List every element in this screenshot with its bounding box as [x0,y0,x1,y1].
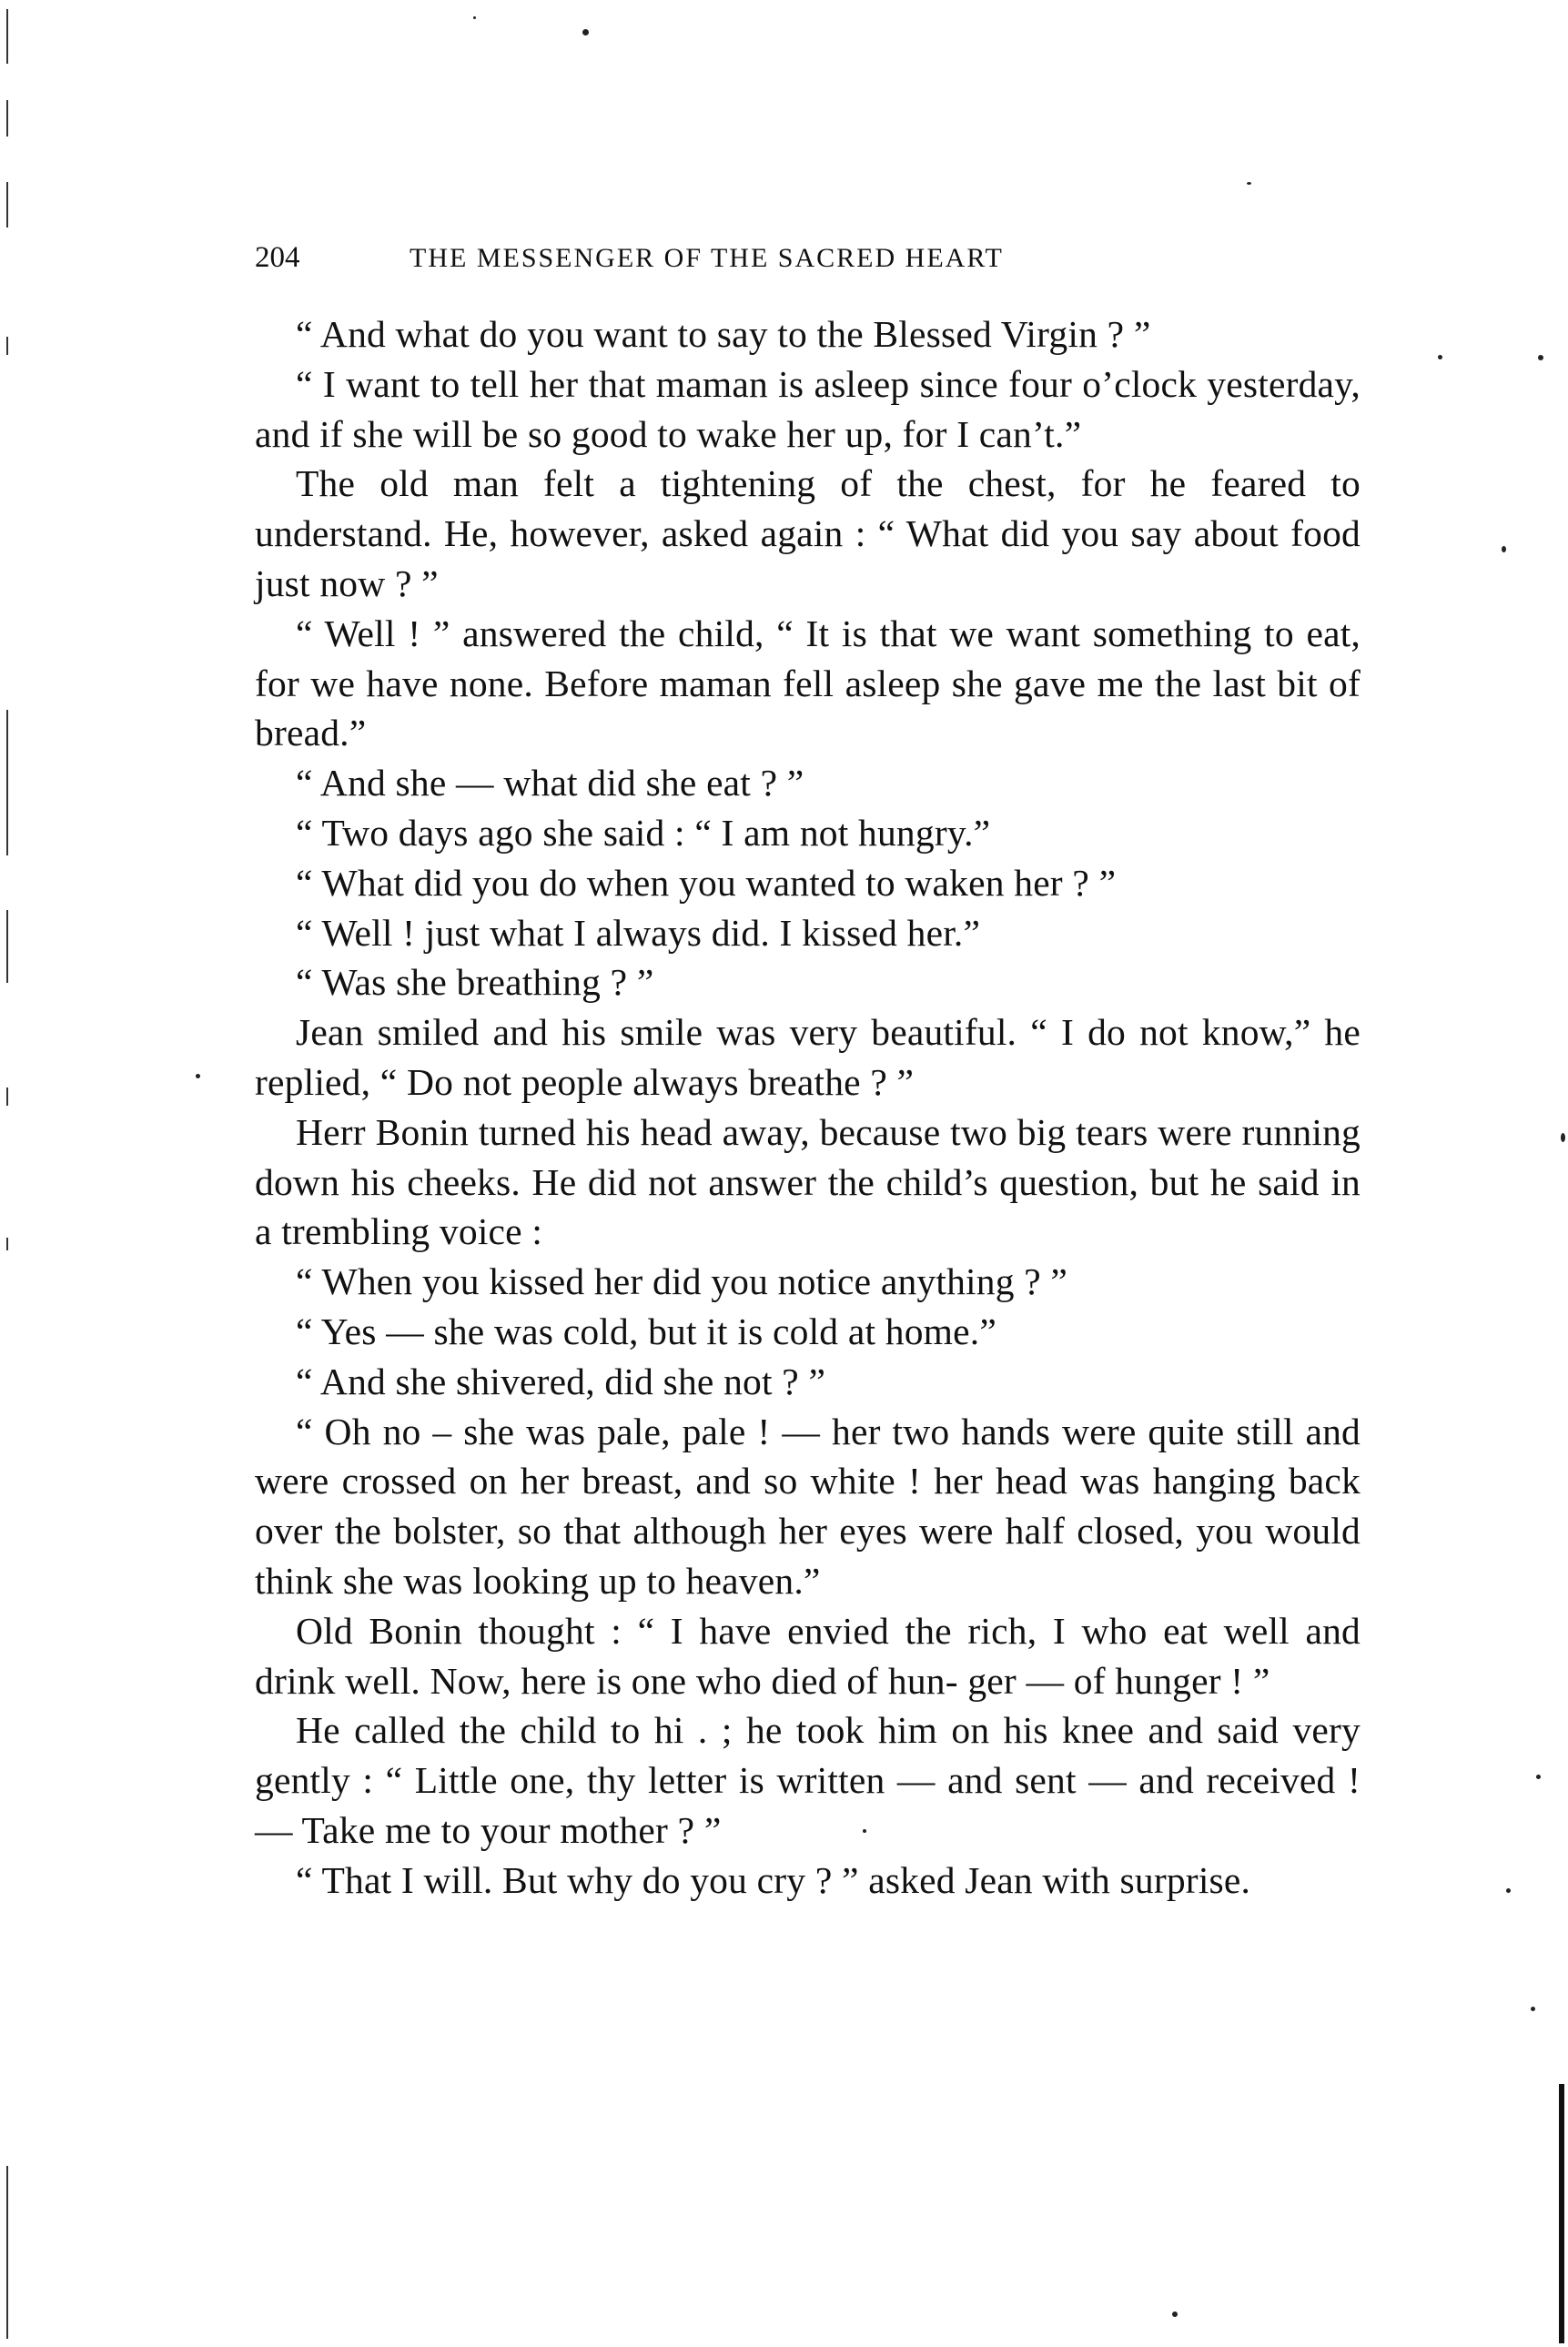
scan-speck [196,1074,200,1078]
paragraph: “ Well ! ” answered the child, “ It is that we want something to eat, for we have none. Before maman fell asleep she gave me the last bit of bread.” [255,612,1361,754]
paragraph: He called the child to hi . ; he took him on his knee and said very gently : “ Little one, thy letter is written — and sent — and received ! — Take me to your mother ? ” [255,1709,1361,1851]
running-title: THE MESSENGER OF THE SACRED HEART [410,243,1004,273]
paragraph: “ And she — what did she eat ? ” [296,762,804,804]
scan-speck [1247,182,1251,185]
paragraph: “ Oh no – she was pale, pale ! — her two hands were quite still and were crossed on her breast, and so white ! her head was hanging back over the bolster, so that although her eyes were half closed, you would think she was looking up to heaven.” [255,1410,1361,1602]
scan-speck [582,29,589,35]
paragraph: “ What did you do when you wanted to waken her ? ” [296,861,1117,904]
paragraph: Old Bonin thought : “ I have envied the rich, I who eat well and drink well. Now, here is one who died of hun- ger — of hunger ! ” [255,1609,1361,1702]
paragraph: “ Two days ago she said : “ I am not hungry.” [296,811,991,854]
scan-speck [1506,1888,1511,1893]
running-head [255,235,1256,280]
scan-speck [1172,2312,1178,2317]
left-edge-mark [6,182,8,228]
scan-speck [863,1829,866,1833]
paragraph: “ And what do you want to say to the Blessed Virgin ? ” [296,313,1151,355]
left-edge-mark [6,2166,8,2339]
scan-speck [1531,2007,1535,2011]
paragraph: Herr Bonin turned his head away, because two big tears were running down his cheeks. He did not answer the child’s question, but he said in a trembling voice : [255,1110,1361,1253]
scan-speck [1438,355,1442,359]
scan-speck [1502,546,1506,552]
paragraph: The old man felt a tightening of the chest, for he feared to understand. He, however, asked again : “ What did you say about food just now ? ” [255,462,1361,604]
page-number: 204 [255,241,300,274]
paragraph: “ Was she breathing ? ” [296,961,654,1004]
left-edge-mark [6,1238,8,1250]
right-page-edge [1559,2084,1564,2343]
scan-speck [1536,1775,1541,1779]
left-edge-mark [6,710,8,855]
paragraph: “ Yes — she was cold, but it is cold at home.” [296,1310,996,1352]
scan-speck [1538,355,1543,360]
left-edge-mark [6,9,8,64]
scan-speck [473,16,476,19]
left-edge-mark [6,1088,8,1106]
paragraph: “ I want to tell her that maman is asleep since four o’clock yesterday, and if she will be so good to wake her up, for I can’t.” [255,362,1361,455]
paragraph: “ And she shivered, did she not ? ” [296,1360,826,1402]
scan-speck [1561,1133,1565,1142]
paragraph: Jean smiled and his smile was very beautiful. “ I do not know,” he replied, “ Do not people always breathe ? ” [255,1011,1361,1103]
body-text [255,309,1361,1906]
left-edge-mark [6,100,8,137]
paragraph: “ When you kissed her did you notice anything ? ” [296,1260,1068,1303]
left-edge-mark [6,910,8,983]
paragraph: “ Well ! just what I always did. I kissed her.” [296,911,981,954]
paragraph: “ That I will. But why do you cry ? ” asked Jean with surprise. [296,1858,1251,1901]
left-edge-mark [6,337,8,355]
